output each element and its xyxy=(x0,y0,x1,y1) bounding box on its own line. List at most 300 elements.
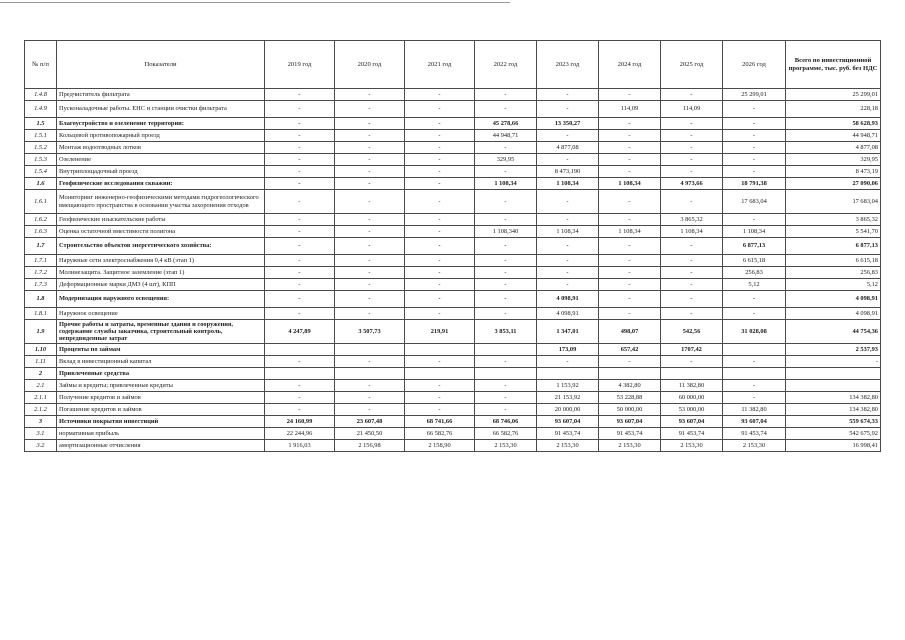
row-number-cell: 1.6.2 xyxy=(25,214,57,226)
table-row xyxy=(25,142,881,154)
row-year-value-cell: - xyxy=(723,142,786,154)
table-row xyxy=(25,440,881,452)
row-year-value-cell: - xyxy=(475,291,537,308)
row-number-cell: 1.4.9 xyxy=(25,101,57,118)
row-year-value-cell: 4 973,66 xyxy=(661,178,723,190)
row-year-value-cell: - xyxy=(475,238,537,255)
row-indicator-cell: Оценка остаточной вместимости полигона xyxy=(57,226,265,238)
row-year-value-cell: - xyxy=(405,380,475,392)
row-number-cell: 1.4.8 xyxy=(25,89,57,101)
header-year-2025: 2025 год xyxy=(661,41,723,89)
row-indicator-cell: Проценты по займам xyxy=(57,344,265,356)
row-year-value-cell: - xyxy=(723,380,786,392)
row-number-cell: 1.5.4 xyxy=(25,166,57,178)
row-year-value-cell: - xyxy=(475,255,537,267)
row-year-value-cell: - xyxy=(475,380,537,392)
row-year-value-cell: 53 228,88 xyxy=(599,392,661,404)
row-number-cell: 1.7.1 xyxy=(25,255,57,267)
table-row xyxy=(25,404,881,416)
table-row xyxy=(25,380,881,392)
row-number-cell: 1.7 xyxy=(25,238,57,255)
row-year-value-cell: - xyxy=(335,279,405,291)
row-number-cell: 1.7.3 xyxy=(25,279,57,291)
row-year-value-cell: - xyxy=(599,308,661,320)
row-year-value-cell: 6 615,18 xyxy=(723,255,786,267)
row-number-cell: 1.6 xyxy=(25,178,57,190)
table-row xyxy=(25,89,881,101)
row-year-value-cell: - xyxy=(265,154,335,166)
row-indicator-cell: Мониторинг инженерно-геофизическими методами гидрогеологического вмещающего пространства в основании участка захоронения отходов xyxy=(57,190,265,214)
row-number-cell: 1.5.2 xyxy=(25,142,57,154)
row-year-value-cell: 3 507,73 xyxy=(335,320,405,344)
table-body xyxy=(25,89,881,452)
row-year-value-cell: - xyxy=(335,178,405,190)
table-row xyxy=(25,154,881,166)
table-row xyxy=(25,308,881,320)
row-year-value-cell: - xyxy=(475,308,537,320)
row-year-value-cell: - xyxy=(599,154,661,166)
table-row xyxy=(25,291,881,308)
row-year-value-cell: - xyxy=(599,291,661,308)
row-indicator-cell: Источники покрытия инвестиций xyxy=(57,416,265,428)
row-year-value-cell: - xyxy=(265,226,335,238)
row-year-value-cell: - xyxy=(475,101,537,118)
row-year-value-cell: - xyxy=(661,308,723,320)
row-year-value-cell xyxy=(723,368,786,380)
row-year-value-cell: - xyxy=(265,356,335,368)
table-row xyxy=(25,238,881,255)
row-year-value-cell: - xyxy=(335,238,405,255)
row-year-value-cell: - xyxy=(661,130,723,142)
row-year-value-cell: - xyxy=(265,279,335,291)
row-year-value-cell: - xyxy=(537,356,599,368)
row-year-value-cell: - xyxy=(335,118,405,130)
row-year-value-cell: - xyxy=(335,404,405,416)
row-year-value-cell: - xyxy=(537,130,599,142)
row-year-value-cell: - xyxy=(723,101,786,118)
row-total-cell: 256,83 xyxy=(786,267,881,279)
row-year-value-cell: 68 741,66 xyxy=(405,416,475,428)
row-year-value-cell xyxy=(265,368,335,380)
row-total-cell: 542 675,92 xyxy=(786,428,881,440)
row-year-value-cell: - xyxy=(475,142,537,154)
row-total-cell xyxy=(786,380,881,392)
row-indicator-cell: Внутриплощадочный проезд xyxy=(57,166,265,178)
row-number-cell: 1.9 xyxy=(25,320,57,344)
row-indicator-cell: Привлеченные средства xyxy=(57,368,265,380)
row-year-value-cell xyxy=(335,368,405,380)
row-indicator-cell: Займы и кредиты; привлеченные кредиты xyxy=(57,380,265,392)
row-year-value-cell: 1 108,34 xyxy=(537,226,599,238)
row-year-value-cell: - xyxy=(265,142,335,154)
row-year-value-cell: - xyxy=(335,89,405,101)
row-year-value-cell: - xyxy=(335,190,405,214)
row-year-value-cell xyxy=(475,344,537,356)
row-year-value-cell: - xyxy=(599,238,661,255)
row-year-value-cell: 4 247,89 xyxy=(265,320,335,344)
row-year-value-cell: - xyxy=(661,89,723,101)
row-year-value-cell: 3 853,11 xyxy=(475,320,537,344)
row-number-cell: 1.7.2 xyxy=(25,267,57,279)
row-number-cell: 3.1 xyxy=(25,428,57,440)
row-year-value-cell: - xyxy=(723,214,786,226)
row-year-value-cell: 17 683,04 xyxy=(723,190,786,214)
table-row xyxy=(25,392,881,404)
row-year-value-cell: - xyxy=(661,267,723,279)
row-indicator-cell: Предчиститель фильтрата xyxy=(57,89,265,101)
table-header-row xyxy=(25,41,881,89)
row-indicator-cell: Озеленение xyxy=(57,154,265,166)
row-number-cell: 1.8.1 xyxy=(25,308,57,320)
row-year-value-cell: 1 108,34 xyxy=(723,226,786,238)
row-year-value-cell xyxy=(475,368,537,380)
row-year-value-cell: - xyxy=(405,214,475,226)
row-year-value-cell: 93 607,04 xyxy=(599,416,661,428)
row-year-value-cell xyxy=(405,368,475,380)
row-number-cell: 3.2 xyxy=(25,440,57,452)
row-year-value-cell: 93 607,04 xyxy=(537,416,599,428)
row-year-value-cell: 68 746,06 xyxy=(475,416,537,428)
row-year-value-cell: 21 153,92 xyxy=(537,392,599,404)
row-year-value-cell: - xyxy=(335,130,405,142)
row-total-cell: 17 683,04 xyxy=(786,190,881,214)
row-year-value-cell: 1 108,34 xyxy=(475,178,537,190)
row-year-value-cell: 1 347,01 xyxy=(537,320,599,344)
row-year-value-cell: - xyxy=(405,267,475,279)
row-year-value-cell: - xyxy=(661,238,723,255)
row-year-value-cell: - xyxy=(265,380,335,392)
row-number-cell: 1.5.1 xyxy=(25,130,57,142)
row-year-value-cell: - xyxy=(661,255,723,267)
row-number-cell: 1.6.3 xyxy=(25,226,57,238)
row-year-value-cell: 23 607,48 xyxy=(335,416,405,428)
row-year-value-cell: - xyxy=(335,142,405,154)
row-total-cell: - xyxy=(786,356,881,368)
row-year-value-cell: - xyxy=(599,89,661,101)
row-number-cell: 1.5 xyxy=(25,118,57,130)
row-year-value-cell: - xyxy=(335,356,405,368)
row-year-value-cell: - xyxy=(405,226,475,238)
row-year-value-cell: 60 000,00 xyxy=(661,392,723,404)
header-year-2023: 2023 год xyxy=(537,41,599,89)
row-year-value-cell: 91 453,74 xyxy=(723,428,786,440)
table-row xyxy=(25,356,881,368)
row-indicator-cell: Наружное освещение xyxy=(57,308,265,320)
table-row xyxy=(25,255,881,267)
row-year-value-cell: 21 450,50 xyxy=(335,428,405,440)
row-year-value-cell: 93 607,04 xyxy=(661,416,723,428)
row-year-value-cell: - xyxy=(335,255,405,267)
row-year-value-cell: 11 382,80 xyxy=(723,404,786,416)
row-year-value-cell: 91 453,74 xyxy=(537,428,599,440)
row-total-cell: 27 090,06 xyxy=(786,178,881,190)
header-year-2020: 2020 год xyxy=(335,41,405,89)
row-year-value-cell: - xyxy=(265,392,335,404)
row-year-value-cell: - xyxy=(405,118,475,130)
row-total-cell: 228,18 xyxy=(786,101,881,118)
row-year-value-cell: - xyxy=(537,279,599,291)
row-year-value-cell: - xyxy=(265,267,335,279)
row-year-value-cell: - xyxy=(265,89,335,101)
row-total-cell: 4 098,91 xyxy=(786,291,881,308)
row-year-value-cell: 1 153,92 xyxy=(537,380,599,392)
row-total-cell: 6 877,13 xyxy=(786,238,881,255)
row-year-value-cell: - xyxy=(335,392,405,404)
row-year-value-cell: - xyxy=(475,166,537,178)
row-number-cell: 2.1.1 xyxy=(25,392,57,404)
row-year-value-cell: 1 108,34 xyxy=(537,178,599,190)
row-year-value-cell: 5,12 xyxy=(723,279,786,291)
row-year-value-cell: 4 098,91 xyxy=(537,308,599,320)
row-year-value-cell: 53 000,00 xyxy=(661,404,723,416)
table-row xyxy=(25,416,881,428)
row-year-value-cell xyxy=(335,344,405,356)
table-row xyxy=(25,166,881,178)
row-year-value-cell: - xyxy=(599,267,661,279)
row-year-value-cell: - xyxy=(537,190,599,214)
row-year-value-cell: 11 382,80 xyxy=(661,380,723,392)
row-year-value-cell: 66 582,76 xyxy=(405,428,475,440)
row-year-value-cell: - xyxy=(265,101,335,118)
row-year-value-cell: - xyxy=(405,392,475,404)
row-total-cell: 44 754,36 xyxy=(786,320,881,344)
row-number-cell: 1.6.1 xyxy=(25,190,57,214)
row-year-value-cell: - xyxy=(405,130,475,142)
row-year-value-cell: - xyxy=(265,238,335,255)
row-year-value-cell: 329,95 xyxy=(475,154,537,166)
row-year-value-cell: - xyxy=(405,154,475,166)
row-year-value-cell: 2 156,98 xyxy=(335,440,405,452)
row-year-value-cell: 31 028,08 xyxy=(723,320,786,344)
row-year-value-cell: - xyxy=(661,291,723,308)
row-year-value-cell: 44 948,71 xyxy=(475,130,537,142)
row-year-value-cell: - xyxy=(599,166,661,178)
row-year-value-cell: - xyxy=(335,267,405,279)
row-year-value-cell: - xyxy=(475,214,537,226)
row-indicator-cell: Деформационные марки ДМЗ (4 шт), КПП xyxy=(57,279,265,291)
row-year-value-cell: 45 278,66 xyxy=(475,118,537,130)
row-number-cell: 2.1.2 xyxy=(25,404,57,416)
row-year-value-cell: - xyxy=(537,89,599,101)
row-total-cell: 8 473,19 xyxy=(786,166,881,178)
row-total-cell: 58 628,93 xyxy=(786,118,881,130)
row-year-value-cell: - xyxy=(405,178,475,190)
row-year-value-cell: - xyxy=(335,154,405,166)
row-year-value-cell: - xyxy=(335,101,405,118)
row-total-cell: 134 382,80 xyxy=(786,392,881,404)
row-indicator-cell: амортизационные отчисления xyxy=(57,440,265,452)
header-year-2019: 2019 год xyxy=(265,41,335,89)
row-year-value-cell: - xyxy=(475,267,537,279)
row-number-cell: 1.10 xyxy=(25,344,57,356)
row-year-value-cell: 2 153,30 xyxy=(723,440,786,452)
row-indicator-cell: Геофизические изыскательские работы xyxy=(57,214,265,226)
header-total: Всего по инвестиционной программе, тыс. руб. без НДС xyxy=(786,41,881,89)
row-year-value-cell: 2 153,30 xyxy=(537,440,599,452)
row-year-value-cell: 25 299,01 xyxy=(723,89,786,101)
row-year-value-cell: - xyxy=(475,190,537,214)
row-year-value-cell: - xyxy=(537,255,599,267)
row-total-cell: 329,95 xyxy=(786,154,881,166)
row-year-value-cell xyxy=(265,344,335,356)
row-year-value-cell: 3 865,32 xyxy=(661,214,723,226)
row-year-value-cell: - xyxy=(475,404,537,416)
row-year-value-cell: - xyxy=(335,291,405,308)
row-year-value-cell: 50 000,00 xyxy=(599,404,661,416)
row-year-value-cell: 219,91 xyxy=(405,320,475,344)
row-year-value-cell: - xyxy=(405,190,475,214)
row-year-value-cell: - xyxy=(661,142,723,154)
row-year-value-cell: - xyxy=(599,142,661,154)
row-total-cell: 5,12 xyxy=(786,279,881,291)
header-num: № п/п xyxy=(25,41,57,89)
row-year-value-cell: - xyxy=(723,154,786,166)
row-year-value-cell: 93 607,04 xyxy=(723,416,786,428)
table-row xyxy=(25,267,881,279)
row-year-value-cell: 66 582,76 xyxy=(475,428,537,440)
row-year-value-cell: - xyxy=(335,166,405,178)
row-indicator-cell: Прочие работы и затраты, временные здания и сооружения, содержание службы заказчика, строительный контроль, непредвиденные затрат xyxy=(57,320,265,344)
row-year-value-cell xyxy=(723,344,786,356)
row-year-value-cell: - xyxy=(661,356,723,368)
row-total-cell: 6 615,18 xyxy=(786,255,881,267)
row-year-value-cell: - xyxy=(537,154,599,166)
row-year-value-cell: - xyxy=(723,291,786,308)
row-indicator-cell: нормативная прибыль xyxy=(57,428,265,440)
header-indicator: Показатели xyxy=(57,41,265,89)
investment-program-table xyxy=(24,40,881,452)
row-indicator-cell: Наружные сети электроснабжения 0,4 кВ (этап 1) xyxy=(57,255,265,267)
row-year-value-cell: - xyxy=(475,89,537,101)
table-row xyxy=(25,118,881,130)
row-year-value-cell: 114,09 xyxy=(599,101,661,118)
row-year-value-cell: - xyxy=(265,190,335,214)
row-total-cell: 44 948,71 xyxy=(786,130,881,142)
row-year-value-cell: - xyxy=(537,214,599,226)
row-total-cell: 2 537,93 xyxy=(786,344,881,356)
row-year-value-cell: 2 153,30 xyxy=(599,440,661,452)
row-year-value-cell: 4 098,91 xyxy=(537,291,599,308)
row-year-value-cell: - xyxy=(335,380,405,392)
row-year-value-cell: - xyxy=(265,214,335,226)
row-year-value-cell: - xyxy=(723,130,786,142)
row-year-value-cell: 6 877,13 xyxy=(723,238,786,255)
row-year-value-cell: 173,09 xyxy=(537,344,599,356)
table-row xyxy=(25,428,881,440)
row-year-value-cell: - xyxy=(599,279,661,291)
row-year-value-cell: 2 153,30 xyxy=(475,440,537,452)
row-year-value-cell: - xyxy=(537,101,599,118)
table-row xyxy=(25,214,881,226)
row-year-value-cell: 498,07 xyxy=(599,320,661,344)
row-year-value-cell: 18 791,38 xyxy=(723,178,786,190)
header-year-2024: 2024 год xyxy=(599,41,661,89)
row-year-value-cell: - xyxy=(661,279,723,291)
table-row xyxy=(25,178,881,190)
row-indicator-cell: Благоустройство и озеленение территории: xyxy=(57,118,265,130)
row-year-value-cell: 13 350,27 xyxy=(537,118,599,130)
row-year-value-cell: - xyxy=(599,214,661,226)
scan-artifact-line xyxy=(0,2,510,3)
row-year-value-cell: - xyxy=(537,267,599,279)
row-number-cell: 2.1 xyxy=(25,380,57,392)
row-number-cell: 1.5.3 xyxy=(25,154,57,166)
row-year-value-cell: - xyxy=(723,308,786,320)
row-indicator-cell: Геофизические исследования скважин: xyxy=(57,178,265,190)
row-total-cell: 134 382,80 xyxy=(786,404,881,416)
table-row xyxy=(25,368,881,380)
row-number-cell: 3 xyxy=(25,416,57,428)
row-year-value-cell: - xyxy=(599,118,661,130)
row-year-value-cell: - xyxy=(335,214,405,226)
row-year-value-cell: 1 108,34 xyxy=(661,226,723,238)
row-year-value-cell: - xyxy=(723,392,786,404)
row-year-value-cell: - xyxy=(723,166,786,178)
header-year-2022: 2022 год xyxy=(475,41,537,89)
row-year-value-cell: - xyxy=(599,356,661,368)
row-total-cell: 4 098,91 xyxy=(786,308,881,320)
row-year-value-cell: - xyxy=(265,166,335,178)
table-row xyxy=(25,320,881,344)
row-year-value-cell: 2 153,30 xyxy=(661,440,723,452)
row-indicator-cell: Погашение кредитов и займов xyxy=(57,404,265,416)
row-indicator-cell: Кольцевой противопожарный проезд xyxy=(57,130,265,142)
row-year-value-cell: - xyxy=(475,279,537,291)
row-year-value-cell: - xyxy=(599,130,661,142)
row-year-value-cell: - xyxy=(265,130,335,142)
row-number-cell: 1.11 xyxy=(25,356,57,368)
row-year-value-cell: - xyxy=(661,190,723,214)
row-year-value-cell: - xyxy=(405,142,475,154)
row-year-value-cell: - xyxy=(405,89,475,101)
row-year-value-cell: 657,42 xyxy=(599,344,661,356)
row-year-value-cell: - xyxy=(599,190,661,214)
row-year-value-cell: 20 000,00 xyxy=(537,404,599,416)
row-year-value-cell: 1 916,03 xyxy=(265,440,335,452)
row-year-value-cell: - xyxy=(335,226,405,238)
row-total-cell: 5 541,70 xyxy=(786,226,881,238)
table-row xyxy=(25,130,881,142)
row-year-value-cell: - xyxy=(405,356,475,368)
row-indicator-cell: Пусконаладочные работы. ЕНС и станции очистки фильтрата xyxy=(57,101,265,118)
row-year-value-cell: - xyxy=(405,279,475,291)
row-year-value-cell: - xyxy=(265,291,335,308)
row-year-value-cell xyxy=(661,368,723,380)
row-year-value-cell: - xyxy=(405,166,475,178)
row-year-value-cell: 542,56 xyxy=(661,320,723,344)
row-year-value-cell: - xyxy=(405,238,475,255)
row-year-value-cell: 22 244,96 xyxy=(265,428,335,440)
table-row xyxy=(25,101,881,118)
row-indicator-cell: Вклад в инвестиционный капитал xyxy=(57,356,265,368)
row-year-value-cell: 256,83 xyxy=(723,267,786,279)
row-year-value-cell: - xyxy=(405,291,475,308)
row-year-value-cell: 1707,42 xyxy=(661,344,723,356)
row-year-value-cell: - xyxy=(475,392,537,404)
row-year-value-cell: - xyxy=(599,255,661,267)
row-year-value-cell: 91 453,74 xyxy=(599,428,661,440)
row-year-value-cell xyxy=(599,368,661,380)
row-total-cell: 559 674,33 xyxy=(786,416,881,428)
row-year-value-cell: 4 382,80 xyxy=(599,380,661,392)
row-year-value-cell: 1 108,340 xyxy=(475,226,537,238)
row-year-value-cell: 4 877,08 xyxy=(537,142,599,154)
row-year-value-cell: - xyxy=(475,356,537,368)
row-year-value-cell: - xyxy=(661,154,723,166)
row-year-value-cell: 91 453,74 xyxy=(661,428,723,440)
row-year-value-cell: - xyxy=(537,238,599,255)
row-indicator-cell: Получение кредитов и займов xyxy=(57,392,265,404)
